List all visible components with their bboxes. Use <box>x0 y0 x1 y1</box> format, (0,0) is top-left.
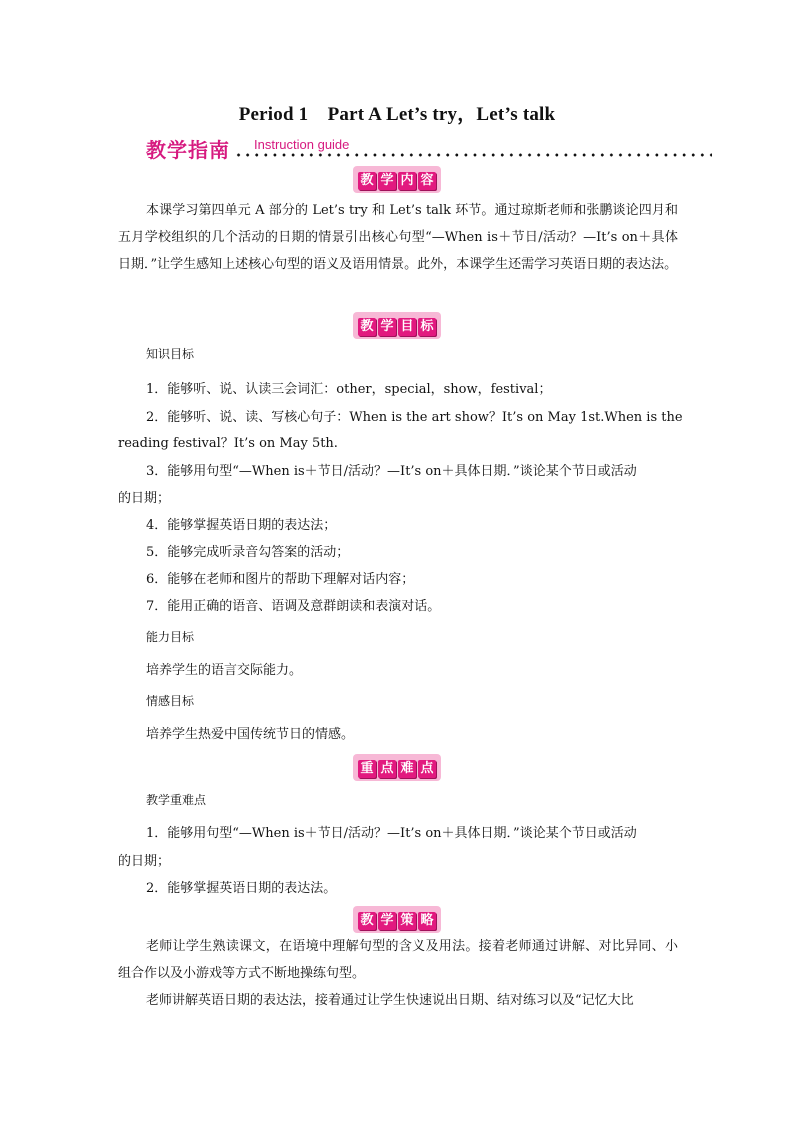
badge-char: 容 <box>418 172 436 190</box>
badge-char: 策 <box>398 912 416 930</box>
badge-char: 标 <box>418 318 436 336</box>
page-title: Period 1 Part A Let’s try，Let’s talk <box>238 104 556 125</box>
strategy-paragraph: 老师讲解英语日期的表达法，接着通过让学生快速说出日期、结对练习以及“记忆大比 <box>146 993 634 1008</box>
ability-goal-text: 培养学生的语言交际能力。 <box>146 663 303 678</box>
goal-item-cont: reading festival？It’s on May 5th. <box>118 436 338 451</box>
badge-teaching-content <box>0 166 794 193</box>
dotted-divider <box>234 152 712 158</box>
badge-char: 学 <box>378 912 396 930</box>
badge-char: 点 <box>418 760 436 778</box>
badge-char: 点 <box>378 760 396 778</box>
badge-char: 内 <box>398 172 416 190</box>
key-item-cont: 的日期； <box>118 854 171 869</box>
strategy-paragraph: 老师让学生熟读课文，在语境中理解句型的含义及用法。接着老师通过讲解、对比异同、小组合作以及小游戏等方式不断地操练句型。 <box>118 939 678 981</box>
guide-heading-cn: 教学指南 <box>146 138 230 162</box>
goal-item: 7．能用正确的语音、语调及意群朗读和表演对话。 <box>146 599 441 614</box>
key-item: 2．能够掌握英语日期的表达法。 <box>146 881 337 896</box>
badge-char: 教 <box>358 318 376 336</box>
goal-item: 2．能够听、说、读、写核心句子：When is the art show？It’s on May 1st.When is the <box>146 410 683 425</box>
key-difficult-heading: 教学重难点 <box>146 793 207 807</box>
badge-key-points <box>0 754 794 781</box>
badge-char: 略 <box>418 912 436 930</box>
goal-item: 1．能够听、说、认读三会词汇：other，special，show，festival； <box>146 382 552 397</box>
ability-goals-heading: 能力目标 <box>146 630 195 644</box>
guide-heading-en: Instruction guide <box>254 137 350 152</box>
badge-char: 学 <box>378 318 396 336</box>
goal-item: 6．能够在老师和图片的帮助下理解对话内容； <box>146 572 415 587</box>
badge-strategy <box>0 906 794 933</box>
emotion-goals-heading: 情感目标 <box>146 694 195 708</box>
badge-char: 重 <box>358 760 376 778</box>
badge-char: 目 <box>398 318 416 336</box>
content-paragraph: 本课学习第四单元 A 部分的 Let’s try 和 Let’s talk 环节。通过琼斯老师和张鹏谈论四月和五月学校组织的几个活动的日期的情景引出核心句型“—When is＋节日/活动？—It’s on＋具体日期．”让学生感知上述核心句型的语义及语用情景。此外，本课学生还需学习英语日期的表达法。 <box>118 203 678 272</box>
knowledge-goals-heading: 知识目标 <box>146 347 195 361</box>
badge-char: 学 <box>378 172 396 190</box>
goal-item-cont: 的日期； <box>118 491 171 506</box>
badge-char: 教 <box>358 172 376 190</box>
instruction-guide-header <box>146 134 712 164</box>
key-item: 1．能够用句型“—When is＋节日/活动？—It’s on＋具体日期．”谈论某个节日或活动 <box>146 826 637 841</box>
badge-teaching-goals <box>0 312 794 339</box>
goal-item: 3．能够用句型“—When is＋节日/活动？—It’s on＋具体日期．”谈论某个节日或活动 <box>146 464 637 479</box>
badge-char: 教 <box>358 912 376 930</box>
badge-char: 难 <box>398 760 416 778</box>
emotion-goal-text: 培养学生热爱中国传统节日的情感。 <box>146 727 355 742</box>
goal-item: 4．能够掌握英语日期的表达法； <box>146 518 337 533</box>
goal-item: 5．能够完成听录音勾答案的活动； <box>146 545 350 560</box>
